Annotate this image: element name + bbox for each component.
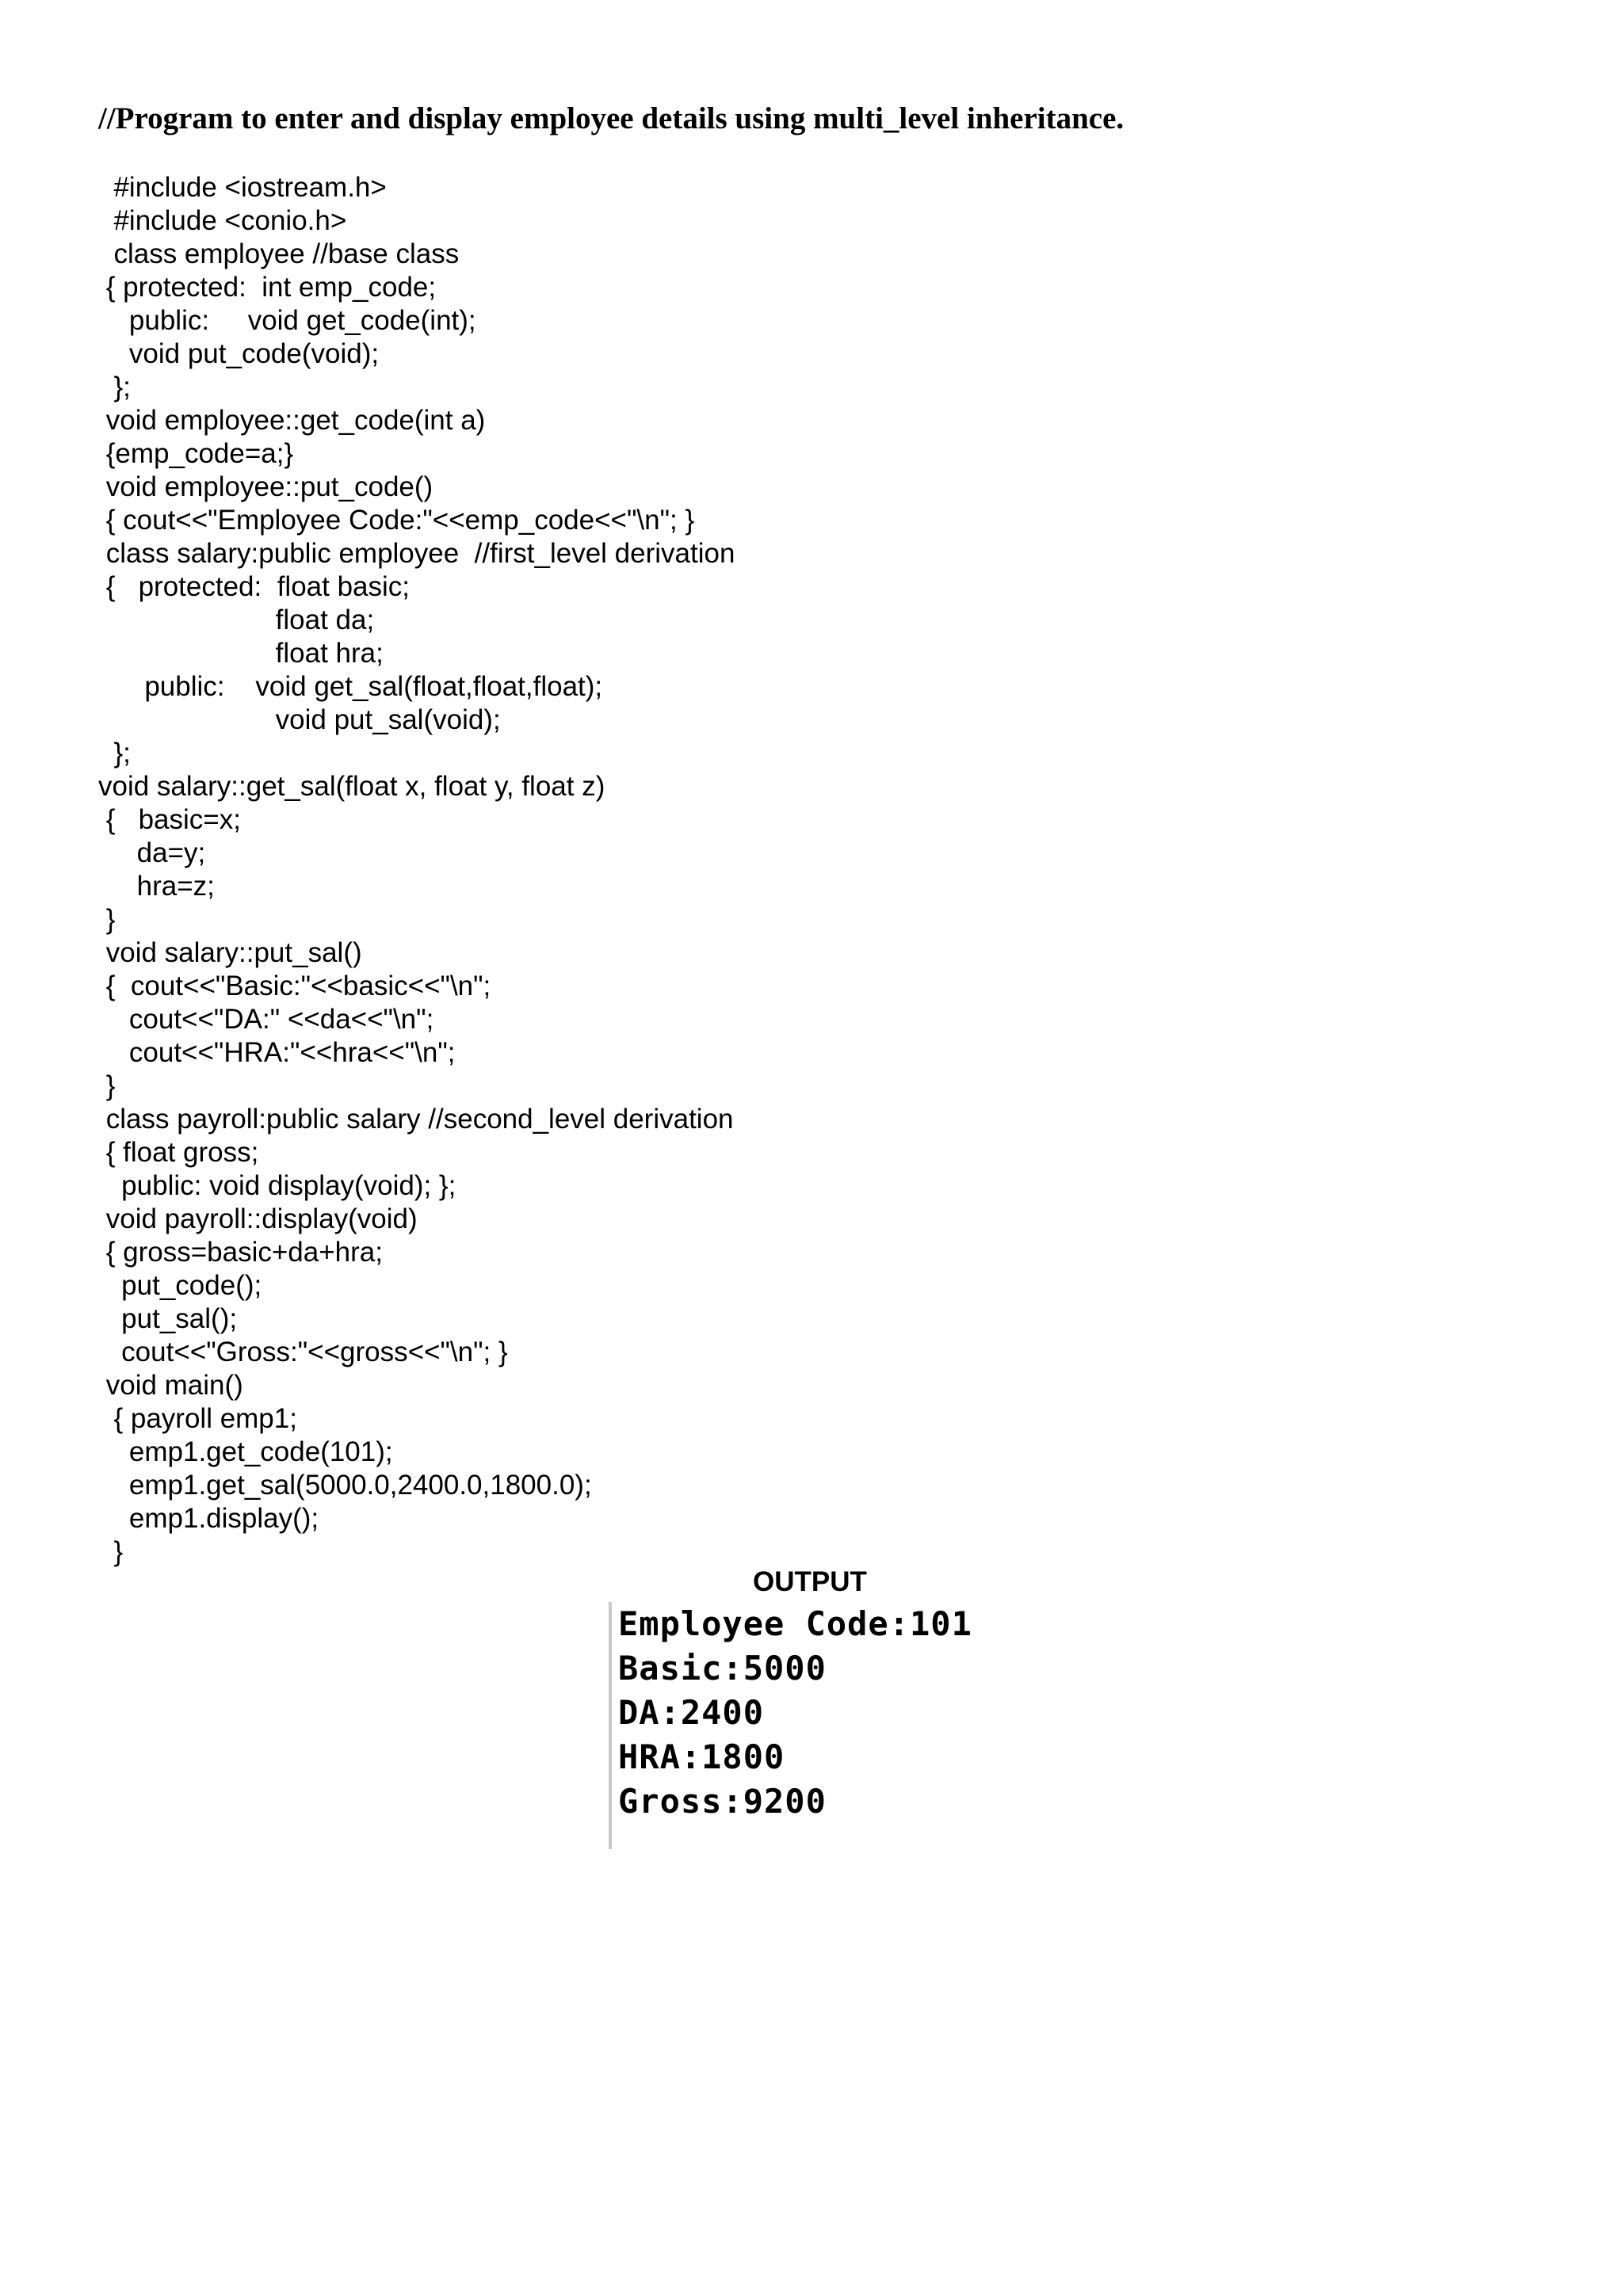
console-line: Employee Code:101: [618, 1604, 972, 1643]
code-line: public: void display(void); };: [98, 1170, 456, 1201]
code-line: float da;: [98, 605, 375, 635]
code-line: void put_sal(void);: [98, 704, 501, 735]
code-line: void salary::put_sal(): [98, 937, 362, 968]
code-line: emp1.get_sal(5000.0,2400.0,1800.0);: [98, 1470, 592, 1501]
code-line: #include <conio.h>: [98, 205, 347, 236]
program-title: //Program to enter and display employee details using multi_level inheritance.: [98, 101, 1125, 135]
code-line: cout<<"HRA:"<<hra<<"\n";: [98, 1037, 456, 1068]
code-line: class payroll:public salary //second_level derivation: [98, 1104, 734, 1135]
code-line: void put_code(void);: [98, 338, 380, 369]
code-line: hra=z;: [98, 871, 215, 902]
code-line: public: void get_sal(float,float,float);: [98, 671, 603, 702]
code-line: { protected: int emp_code;: [98, 272, 437, 303]
console-line: DA:2400: [618, 1693, 765, 1732]
code-line: { basic=x;: [98, 804, 241, 835]
code-line: {emp_code=a;}: [98, 438, 294, 469]
code-line: }: [98, 1536, 124, 1567]
code-line: float hra;: [98, 638, 384, 669]
code-line: public: void get_code(int);: [98, 305, 476, 336]
console-line: HRA:1800: [618, 1737, 785, 1776]
code-line: put_sal();: [98, 1303, 238, 1334]
code-line: void salary::get_sal(float x, float y, float z): [98, 771, 605, 802]
code-line: { cout<<"Basic:"<<basic<<"\n";: [98, 971, 491, 1001]
code-line: { cout<<"Employee Code:"<<emp_code<<"\n"; }: [98, 505, 695, 536]
output-heading: OUTPUT: [753, 1566, 867, 1597]
code-line: void employee::get_code(int a): [98, 405, 486, 436]
code-line: da=y;: [98, 837, 206, 868]
code-line: void payroll::display(void): [98, 1203, 418, 1234]
code-line: { protected: float basic;: [98, 571, 410, 602]
code-line: { payroll emp1;: [98, 1403, 297, 1434]
code-line: }: [98, 904, 116, 935]
code-line: emp1.get_code(101);: [98, 1436, 393, 1467]
console-output: [609, 1602, 983, 1849]
code-line: void main(): [98, 1370, 243, 1401]
code-line: emp1.display();: [98, 1503, 319, 1534]
code-line: cout<<"Gross:"<<gross<<"\n"; }: [98, 1337, 508, 1367]
code-line: #include <iostream.h>: [98, 172, 387, 203]
code-line: { float gross;: [98, 1137, 259, 1168]
console-line: Basic:5000: [618, 1649, 827, 1688]
code-line: void employee::put_code(): [98, 471, 433, 502]
code-line: class employee //base class: [98, 238, 460, 269]
code-line: class salary:public employee //first_level derivation: [98, 538, 735, 569]
code-line: put_code();: [98, 1270, 262, 1301]
code-line: }: [98, 1070, 116, 1101]
code-line: };: [98, 372, 131, 402]
code-line: { gross=basic+da+hra;: [98, 1237, 383, 1268]
code-line: };: [98, 738, 131, 769]
code-line: cout<<"DA:" <<da<<"\n";: [98, 1004, 434, 1035]
code-listing: [98, 171, 735, 1569]
console-line: Gross:9200: [618, 1782, 827, 1821]
